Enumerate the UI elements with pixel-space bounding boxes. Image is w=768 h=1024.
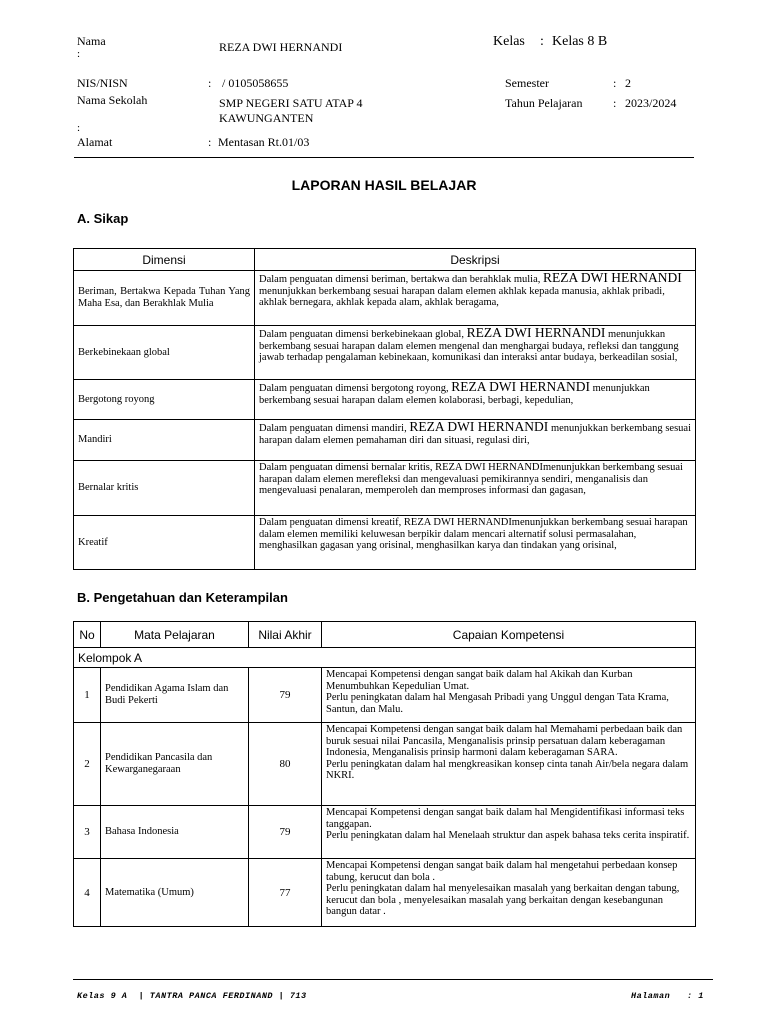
row-capaian: Mencapai Kompetensi dengan sangat baik dalam hal Akikah dan Kurban Menumbuhkan Kepedulian Umat. Perlu peningkatan dalam hal Mengasah Pribadi yang Unggul dengan Tata Krama, Santun, dan Malu. <box>322 668 696 723</box>
table-row <box>74 326 696 380</box>
footer-page-number: Halaman : 1 <box>631 991 704 1001</box>
row-no: 4 <box>74 859 101 927</box>
alamat-label: Alamat <box>77 135 113 149</box>
table-row <box>74 859 696 927</box>
col-capaian-kompetensi: Capaian Kompetensi <box>322 622 696 648</box>
tahun-value: 2023/2024 <box>625 96 677 110</box>
sekolah-value-line1: SMP NEGERI SATU ATAP 4 <box>219 96 363 110</box>
table-row <box>74 806 696 859</box>
sikap-col-deskripsi: Deskripsi <box>255 249 696 271</box>
row-capaian: Mencapai Kompetensi dengan sangat baik dalam hal Memahami perbedaan baik dan buruk sesuai nilai Pancasila, Menganalisis prinsip persatuan dalam keberagaman Indonesia, Menganalisis prinsip harmoni dalam keberagaman SARA. Perlu peningkatan dalam hal mengkreasikan konsep cinta tanah Air/bela negara dalam NKRI. <box>322 723 696 806</box>
footer-divider <box>73 979 713 980</box>
col-mata-pelajaran: Mata Pelajaran <box>101 622 249 648</box>
sikap-deskripsi: Dalam penguatan dimensi bernalar kritis, REZA DWI HERNANDImenunjukkan berkembang sesuai harapan dalam elemen merefleksi dan mengevaluasi pemikirannya sendiri, menganalisis dan mengevaluasi penalaran, memperoleh dan memproses informasi dan gagasan, <box>255 461 696 516</box>
nis-value: / 0105058655 <box>222 76 289 90</box>
section-pengetahuan-heading: B. Pengetahuan dan Keterampilan <box>77 590 288 605</box>
table-row <box>74 516 696 570</box>
semester-colon: : <box>613 76 617 90</box>
col-nilai-akhir: Nilai Akhir <box>249 622 322 648</box>
alamat-value: Mentasan Rt.01/03 <box>218 135 310 149</box>
pengetahuan-table <box>73 621 696 927</box>
row-nilai: 77 <box>249 859 322 927</box>
semester-value: 2 <box>625 76 631 90</box>
table-row <box>74 271 696 326</box>
row-mapel: Pendidikan Agama Islam dan Budi Pekerti <box>101 668 249 723</box>
sekolah-value-line2: KAWUNGANTEN <box>219 111 314 125</box>
row-nilai: 79 <box>249 668 322 723</box>
sekolah-colon: : <box>77 122 81 134</box>
row-no: 2 <box>74 723 101 806</box>
table-row <box>74 668 696 723</box>
nis-label: NIS/NISN <box>77 76 128 90</box>
kelas-label: Kelas <box>493 34 525 49</box>
sikap-deskripsi: Dalam penguatan dimensi kreatif, REZA DWI HERNANDImenunjukkan berkembang sesuai harapan dalam elemen memiliki keluwesan berpikir dalam mencari alternatif solusi permasalahan, menghasilkan gagasan yang orisinal, menghasilkan karya dan tindakan yang orisinal, <box>255 516 696 570</box>
sikap-dimensi: Kreatif <box>74 516 255 570</box>
kelas-colon: : <box>540 34 544 49</box>
sikap-table <box>73 248 696 570</box>
row-nilai: 80 <box>249 723 322 806</box>
table-row <box>74 723 696 806</box>
table-row <box>74 420 696 461</box>
alamat-colon: : <box>208 135 212 149</box>
nama-value: REZA DWI HERNANDI <box>219 40 343 54</box>
header-divider <box>74 157 694 158</box>
kelas-value: Kelas 8 B <box>552 34 608 49</box>
row-mapel: Bahasa Indonesia <box>101 806 249 859</box>
sikap-deskripsi: Dalam penguatan dimensi mandiri, REZA DWI HERNANDI menunjukkan berkembang sesuai harapan dalam elemen pemahaman diri dan situasi, regulasi diri, <box>255 420 696 461</box>
row-mapel: Matematika (Umum) <box>101 859 249 927</box>
row-no: 1 <box>74 668 101 723</box>
semester-label: Semester <box>505 76 549 90</box>
col-no: No <box>74 622 101 648</box>
sikap-dimensi: Berkebinekaan global <box>74 326 255 380</box>
nama-label: Nama <box>77 34 106 48</box>
sikap-dimensi: Mandiri <box>74 420 255 461</box>
sikap-dimensi: Bergotong royong <box>74 380 255 420</box>
sekolah-label: Nama Sekolah <box>77 93 148 107</box>
tahun-colon: : <box>613 96 617 110</box>
sikap-deskripsi: Dalam penguatan dimensi bergotong royong, REZA DWI HERNANDI menunjukkan berkembang sesuai harapan dalam elemen kolaborasi, berbagi, kepedulian, <box>255 380 696 420</box>
nis-colon: : <box>208 76 212 90</box>
row-capaian: Mencapai Kompetensi dengan sangat baik dalam hal Mengidentifikasi informasi teks tanggapan. Perlu peningkatan dalam hal Menelaah struktur dan aspek bahasa teks cerita inspiratif. <box>322 806 696 859</box>
sikap-dimensi: Beriman, Bertakwa Kepada Tuhan Yang Maha Esa, dan Berakhlak Mulia <box>74 271 255 326</box>
tahun-label: Tahun Pelajaran <box>505 96 583 110</box>
sikap-col-dimensi: Dimensi <box>74 249 255 271</box>
group-row <box>74 648 696 668</box>
footer-left-text: Kelas 9 A | TANTRA PANCA FERDINAND | 713 <box>77 991 307 1001</box>
nama-colon: : <box>77 48 81 60</box>
row-nilai: 79 <box>249 806 322 859</box>
group-label: Kelompok A <box>74 648 696 668</box>
sikap-dimensi: Bernalar kritis <box>74 461 255 516</box>
row-mapel: Pendidikan Pancasila dan Kewarganegaraan <box>101 723 249 806</box>
sikap-deskripsi: Dalam penguatan dimensi beriman, bertakwa dan berahklak mulia, REZA DWI HERNANDI menunjukkan berkembang sesuai harapan dalam elemen akhlak kepada manusia, akhlak pribadi, akhlak bernegara, akhlak kepada alam, akhlak beragama, <box>255 271 696 326</box>
table-row <box>74 461 696 516</box>
table-row <box>74 380 696 420</box>
sikap-deskripsi: Dalam penguatan dimensi berkebinekaan global, REZA DWI HERNANDI menunjukkan berkembang sesuai harapan dalam elemen mengenal dan menghargai budaya, refleksi dan tanggung jawab terhadap pengalaman kebinekaan, komunikasi dan interaksi antar budaya, berkeadilan sosial, <box>255 326 696 380</box>
pengetahuan-header-row <box>74 622 696 648</box>
sikap-header-row <box>74 249 696 271</box>
section-sikap-heading: A. Sikap <box>77 211 129 226</box>
page-title: LAPORAN HASIL BELAJAR <box>291 177 477 193</box>
row-no: 3 <box>74 806 101 859</box>
row-capaian: Mencapai Kompetensi dengan sangat baik dalam hal mengetahui perbedaan konsep tabung, kerucut dan bola . Perlu peningkatan dalam hal menyelesaikan masalah yang berkaitan dengan tabung, kerucut dan bola , menyelesaikan masalah yang berkaitan dengan kesebangunan bangun datar . <box>322 859 696 927</box>
